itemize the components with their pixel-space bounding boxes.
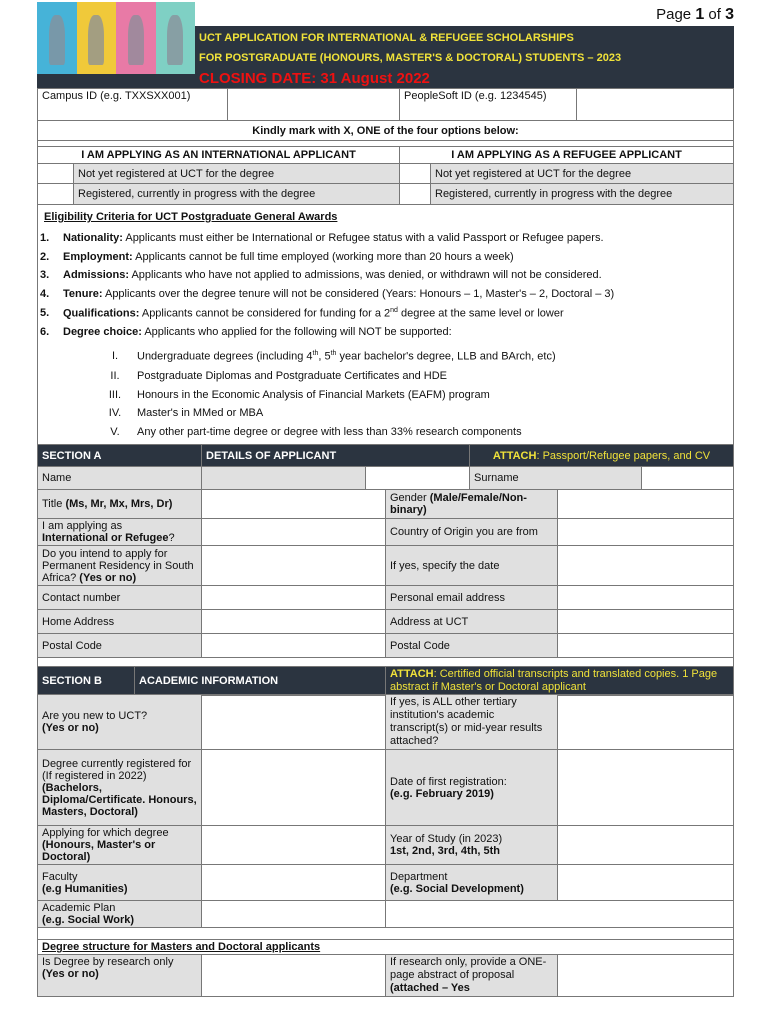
closing-date: CLOSING DATE: 31 August 2022 (199, 70, 430, 87)
residency-date-label: If yes, specify the date (386, 546, 558, 586)
header-title-line2: FOR POSTGRADUATE (HONOURS, MASTER'S & DOCTORAL) STUDENTS – 2023 (199, 52, 622, 64)
degree-structure-heading: Degree structure for Masters and Doctoral applicants (38, 940, 734, 955)
ref-not-registered-label: Not yet registered at UCT for the degree (431, 164, 734, 184)
name-label: Name (38, 467, 202, 490)
title-field[interactable] (202, 490, 386, 519)
header-title-block (195, 26, 734, 88)
contact-number-label: Contact number (38, 586, 202, 610)
gender-field[interactable] (558, 490, 734, 519)
department-field[interactable] (558, 865, 734, 901)
section-a-title: DETAILS OF APPLICANT (202, 445, 470, 467)
residency-label: Do you intend to apply for Permanent Residency in South Africa? (Yes or no) (38, 546, 202, 586)
residency-date-field[interactable] (558, 546, 734, 586)
campus-id-field[interactable] (228, 89, 400, 121)
residency-field[interactable] (202, 546, 386, 586)
applying-degree-label: Applying for which degree (Honours, Master's or Doctoral) (38, 826, 202, 865)
faculty-field[interactable] (202, 865, 386, 901)
first-registration-label: Date of first registration: (e.g. February 2019) (386, 750, 558, 826)
uct-logo-image (37, 2, 195, 74)
research-abstract-label: If research only, provide a ONE-page abstract of proposal (attached – Yes (386, 955, 558, 997)
applying-as-field[interactable] (202, 519, 386, 546)
current-degree-label: Degree currently registered for (If registered in 2022) (Bachelors, Diploma/Certificate. Honours, Masters, Doctoral) (38, 750, 202, 826)
surname-field[interactable] (642, 467, 734, 490)
peoplesoft-id-field[interactable] (577, 89, 734, 121)
title-label: Title (Ms, Mr, Mx, Mrs, Dr) (38, 490, 202, 519)
email-field[interactable] (558, 586, 734, 610)
id-table (37, 88, 734, 121)
uct-address-label: Address at UCT (386, 610, 558, 634)
eligibility-title: Eligibility Criteria for UCT Postgraduate General Awards (44, 211, 338, 223)
email-label: Personal email address (386, 586, 558, 610)
section-b-attach-note: ATTACH: Certified official transcripts and translated copies. 1 Page abstract if Master's or Doctoral applicant (386, 667, 734, 696)
gender-label: Gender (Male/Female/Non-binary) (386, 490, 558, 519)
year-of-study-label: Year of Study (in 2023) 1st, 2nd, 3rd, 4th, 5th (386, 826, 558, 865)
uct-address-field[interactable] (558, 610, 734, 634)
page-number: Page 1 of 3 (656, 6, 734, 23)
applying-degree-field[interactable] (202, 826, 386, 865)
name-field[interactable] (365, 467, 469, 489)
home-address-field[interactable] (202, 610, 386, 634)
section-a-code: SECTION A (38, 445, 202, 467)
section-b-header (37, 666, 734, 696)
applying-as-label: I am applying as International or Refugee? (38, 519, 202, 546)
eligibility-criteria: Eligibility Criteria for UCT Postgraduate General Awards 1. Nationality: Applicants must either be International or Refugee status with a valid Passport or Refugee papers. 2. Employment: Applicants cannot be full time employed (working more than 20 hours a week) 3. Admissions: Applicants who have not applied to admissions, was denied, or withdrawn will not be considered. 4. Tenure: Applicants over the degree tenure will not be considered (Years: Honours – 1, Master's – 2, Doctoral – 3) 5. Qualifications: Applicants cannot be considered for funding for a 2nd degree at the same level or lower 6. Degree choice: Applicants who applied for the following will NOT be supported: I. Undergraduate degrees (including 4th, 5th year bachelor's degree, LLB and BArch, etc) II. Postgraduate Diplomas and Postgraduate Certificates and HDE III. Honours in the Economic Analysis of Financial Markets (EAFM) program IV. Master's in MMed or MBA V. Any other part-time degree or degree with less than 33% research components (37, 204, 734, 444)
section-b-code: SECTION B (38, 667, 135, 696)
surname-label: Surname (470, 467, 642, 490)
campus-id-label: Campus ID (e.g. TXXSXX001) (38, 89, 228, 121)
applicant-type-table (37, 120, 734, 205)
first-registration-field[interactable] (558, 750, 734, 826)
new-to-uct-field[interactable] (202, 695, 386, 750)
international-header: I AM APPLYING AS AN INTERNATIONAL APPLICANT (38, 147, 400, 164)
country-field[interactable] (558, 519, 734, 546)
department-label: Department (e.g. Social Development) (386, 865, 558, 901)
intl-registered-checkbox[interactable] (38, 184, 74, 205)
section-a-table (37, 444, 734, 490)
section-b-fields (37, 694, 734, 997)
peoplesoft-id-label: PeopleSoft ID (e.g. 1234545) (400, 89, 577, 121)
research-only-field[interactable] (202, 955, 386, 997)
research-abstract-field[interactable] (558, 955, 734, 997)
tertiary-transcripts-field[interactable] (558, 695, 734, 750)
faculty-label: Faculty (e.g Humanities) (38, 865, 202, 901)
header-title-line1: UCT APPLICATION FOR INTERNATIONAL & REFUGEE SCHOLARSHIPS (199, 32, 574, 44)
year-of-study-field[interactable] (558, 826, 734, 865)
current-degree-field[interactable] (202, 750, 386, 826)
ref-not-registered-checkbox[interactable] (400, 164, 431, 184)
home-address-label: Home Address (38, 610, 202, 634)
header-banner (37, 0, 734, 88)
contact-number-field[interactable] (202, 586, 386, 610)
ref-registered-checkbox[interactable] (400, 184, 431, 205)
country-label: Country of Origin you are from (386, 519, 558, 546)
intl-not-registered-checkbox[interactable] (38, 164, 74, 184)
postal-code-field[interactable] (202, 634, 386, 658)
new-to-uct-label: Are you new to UCT? (Yes or no) (38, 695, 202, 750)
mark-instruction: Kindly mark with X, ONE of the four options below: (38, 121, 734, 141)
research-only-label: Is Degree by research only (Yes or no) (38, 955, 202, 997)
uct-postal-code-field[interactable] (558, 634, 734, 658)
intl-registered-label: Registered, currently in progress with the degree (74, 184, 400, 205)
intl-not-registered-label: Not yet registered at UCT for the degree (74, 164, 400, 184)
ref-registered-label: Registered, currently in progress with the degree (431, 184, 734, 205)
section-b-title: ACADEMIC INFORMATION (135, 667, 386, 696)
refugee-header: I AM APPLYING AS A REFUGEE APPLICANT (400, 147, 734, 164)
section-a-attach-note: ATTACH: Passport/Refugee papers, and CV (470, 445, 734, 467)
academic-plan-label: Academic Plan (e.g. Social Work) (38, 901, 202, 928)
academic-plan-field[interactable] (202, 901, 386, 928)
postal-code-label: Postal Code (38, 634, 202, 658)
tertiary-transcripts-label: If yes, is ALL other tertiary institution's academic transcript(s) or mid-year results attached? (386, 695, 558, 750)
section-a-fields (37, 489, 734, 670)
uct-postal-code-label: Postal Code (386, 634, 558, 658)
